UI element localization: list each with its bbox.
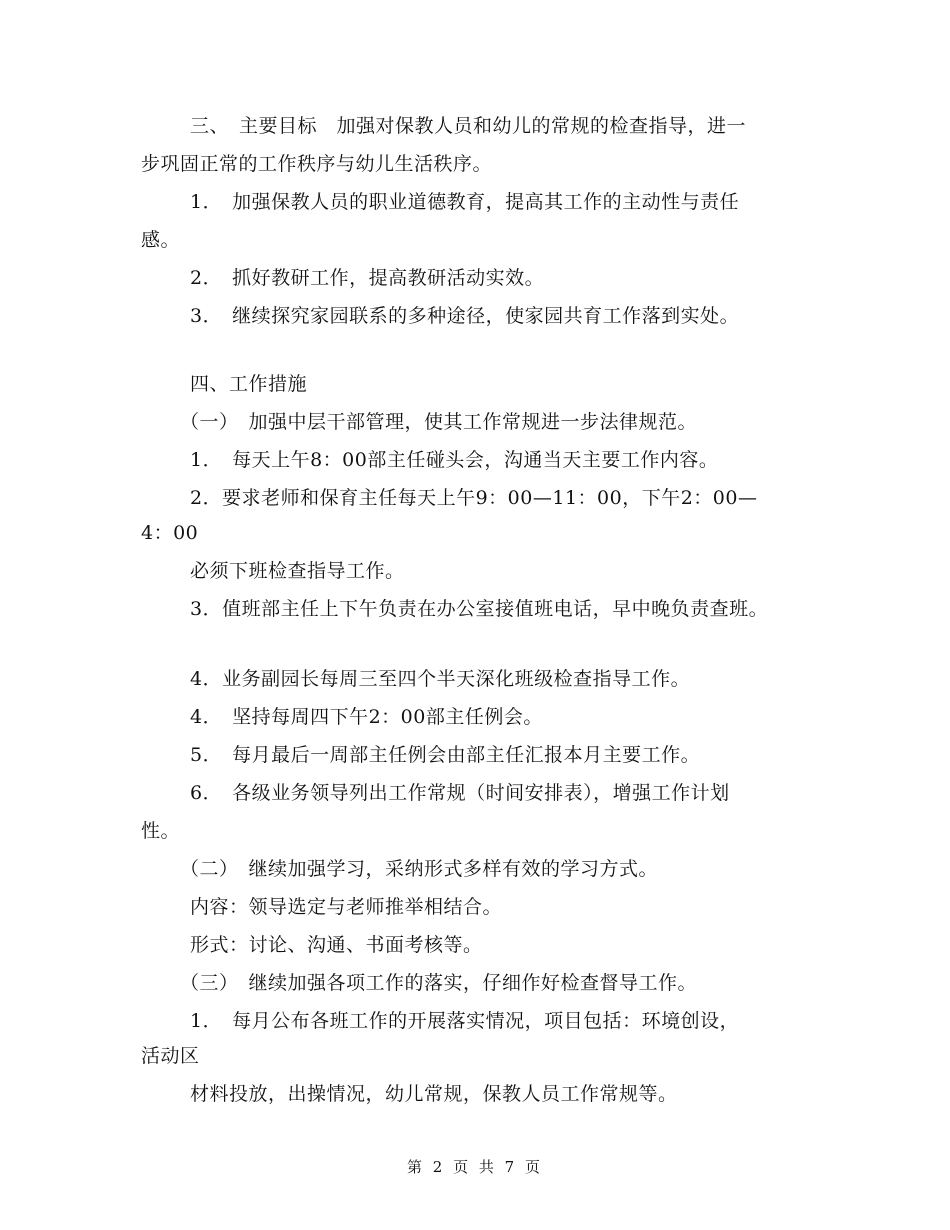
paragraph-line: 三、 主要目标 加强对保教人员和幼儿的常规的检查指导，进一	[190, 115, 747, 137]
paragraph-line: 性。	[141, 820, 181, 842]
paragraph-line: 材料投放，出操情况，幼儿常规，保教人员工作常规等。	[190, 1083, 678, 1105]
paragraph-line: 3． 继续探究家园联系的多种途径，使家园共育工作落到实处。	[190, 305, 740, 327]
paragraph-line: 2． 抓好教研工作，提高教研活动实效。	[190, 267, 545, 289]
section-heading: 四、工作措施	[190, 373, 308, 395]
paragraph-line: 必须下班检查指导工作。	[190, 560, 405, 582]
subsection-heading: （二） 继续加强学习，采纳形式多样有效的学习方式。	[180, 858, 659, 880]
paragraph-line: 1． 每月公布各班工作的开展落实情况，项目包括：环境创设，	[190, 1010, 740, 1032]
paragraph-line: 3．值班部主任上下午负责在办公室接值班电话，早中晚负责查班。	[190, 598, 769, 620]
page-number-footer: 第 2 页 共 7 页	[407, 1158, 543, 1176]
paragraph-line: 1． 每天上午8：00部主任碰头会，沟通当天主要工作内容。	[190, 449, 719, 471]
paragraph-line: 活动区	[141, 1045, 200, 1067]
paragraph-line: 4． 坚持每周四下午2：00部主任例会。	[190, 706, 543, 728]
paragraph-line: 4：00	[141, 522, 199, 544]
paragraph-line: 6． 各级业务领导列出工作常规（时间安排表），增强工作计划	[190, 782, 730, 804]
paragraph-line: 1． 加强保教人员的职业道德教育，提高其工作的主动性与责任	[190, 191, 740, 213]
subsection-heading: （一） 加强中层干部管理，使其工作常规进一步法律规范。	[180, 411, 698, 433]
paragraph-line: 5． 每月最后一周部主任例会由部主任汇报本月主要工作。	[190, 744, 701, 766]
subsection-heading: （三） 继续加强各项工作的落实，仔细作好检查督导工作。	[180, 972, 698, 994]
paragraph-line: 步巩固正常的工作秩序与幼儿生活秩序。	[141, 153, 493, 175]
paragraph-line: 感。	[141, 229, 181, 251]
paragraph-line: 4．业务副园长每周三至四个半天深化班级检查指导工作。	[190, 668, 691, 690]
paragraph-line: 2．要求老师和保育主任每天上午9：00—11：00，下午2：00—	[190, 487, 758, 509]
paragraph-line: 内容：领导选定与老师推举相结合。	[190, 896, 503, 918]
paragraph-line: 形式：讨论、沟通、书面考核等。	[190, 934, 483, 956]
